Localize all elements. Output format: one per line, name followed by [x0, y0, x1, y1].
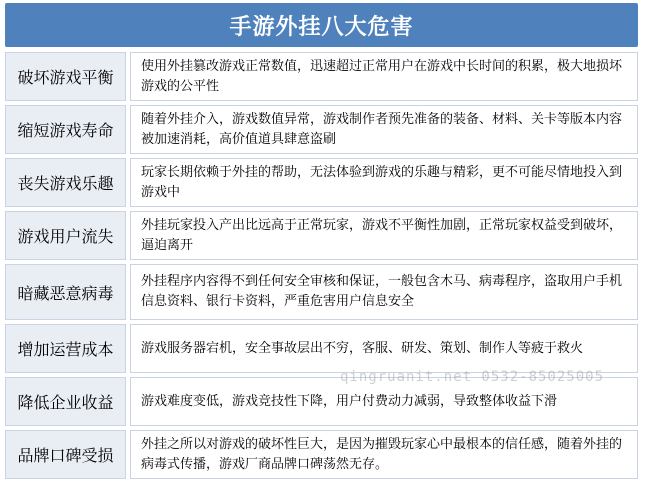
title-bar — [5, 3, 638, 47]
row-description: 外挂之所以对游戏的破坏性巨大，是因为摧毁玩家心中最根本的信任感，随着外挂的病毒式传播，游戏厂商品牌口碑荡然无存。 — [130, 430, 638, 479]
row-label: 丧失游戏乐趣 — [5, 158, 126, 207]
row-label: 游戏用户流失 — [5, 211, 126, 260]
table-row — [5, 264, 638, 320]
row-description: 游戏难度变低，游戏竞技性下降，用户付费动力减弱，导致整体收益下滑 — [130, 377, 638, 426]
table-row — [5, 211, 638, 260]
table-row — [5, 52, 638, 101]
row-description: 外挂程序内容得不到任何安全审核和保证，一般包含木马、病毒程序，盗取用户手机信息资料、银行卡资料，严重危害用户信息安全 — [130, 264, 638, 320]
table-row — [5, 430, 638, 479]
hazard-list — [5, 52, 638, 479]
table-row — [5, 105, 638, 154]
row-label: 破坏游戏平衡 — [5, 52, 126, 101]
page-title: 手游外挂八大危害 — [229, 14, 414, 40]
row-description: 使用外挂篡改游戏正常数值，迅速超过正常用户在游戏中长时间的积累，极大地损坏游戏的公平性 — [130, 52, 638, 101]
row-label: 暗藏恶意病毒 — [5, 264, 126, 320]
row-description: 玩家长期依赖于外挂的帮助，无法体验到游戏的乐趣与精彩，更不可能尽情地投入到游戏中 — [130, 158, 638, 207]
row-label: 降低企业收益 — [5, 377, 126, 426]
row-label: 品牌口碑受损 — [5, 430, 126, 479]
row-description: 游戏服务器宕机，安全事故层出不穷，客服、研发、策划、制作人等疲于救火 — [130, 324, 638, 373]
row-label: 缩短游戏寿命 — [5, 105, 126, 154]
row-description: 外挂玩家投入产出比远高于正常玩家，游戏不平衡性加剧，正常玩家权益受到破坏，逼迫离开 — [130, 211, 638, 260]
row-label: 增加运营成本 — [5, 324, 126, 373]
watermark: qingruanit.net 0532-85025005 — [340, 369, 605, 385]
row-description: 随着外挂介入，游戏数值异常，游戏制作者预先准备的装备、材料、关卡等版本内容被加速消耗，高价值道具肆意盗刷 — [130, 105, 638, 154]
table-row — [5, 158, 638, 207]
table-row — [5, 324, 638, 373]
table-row — [5, 377, 638, 426]
